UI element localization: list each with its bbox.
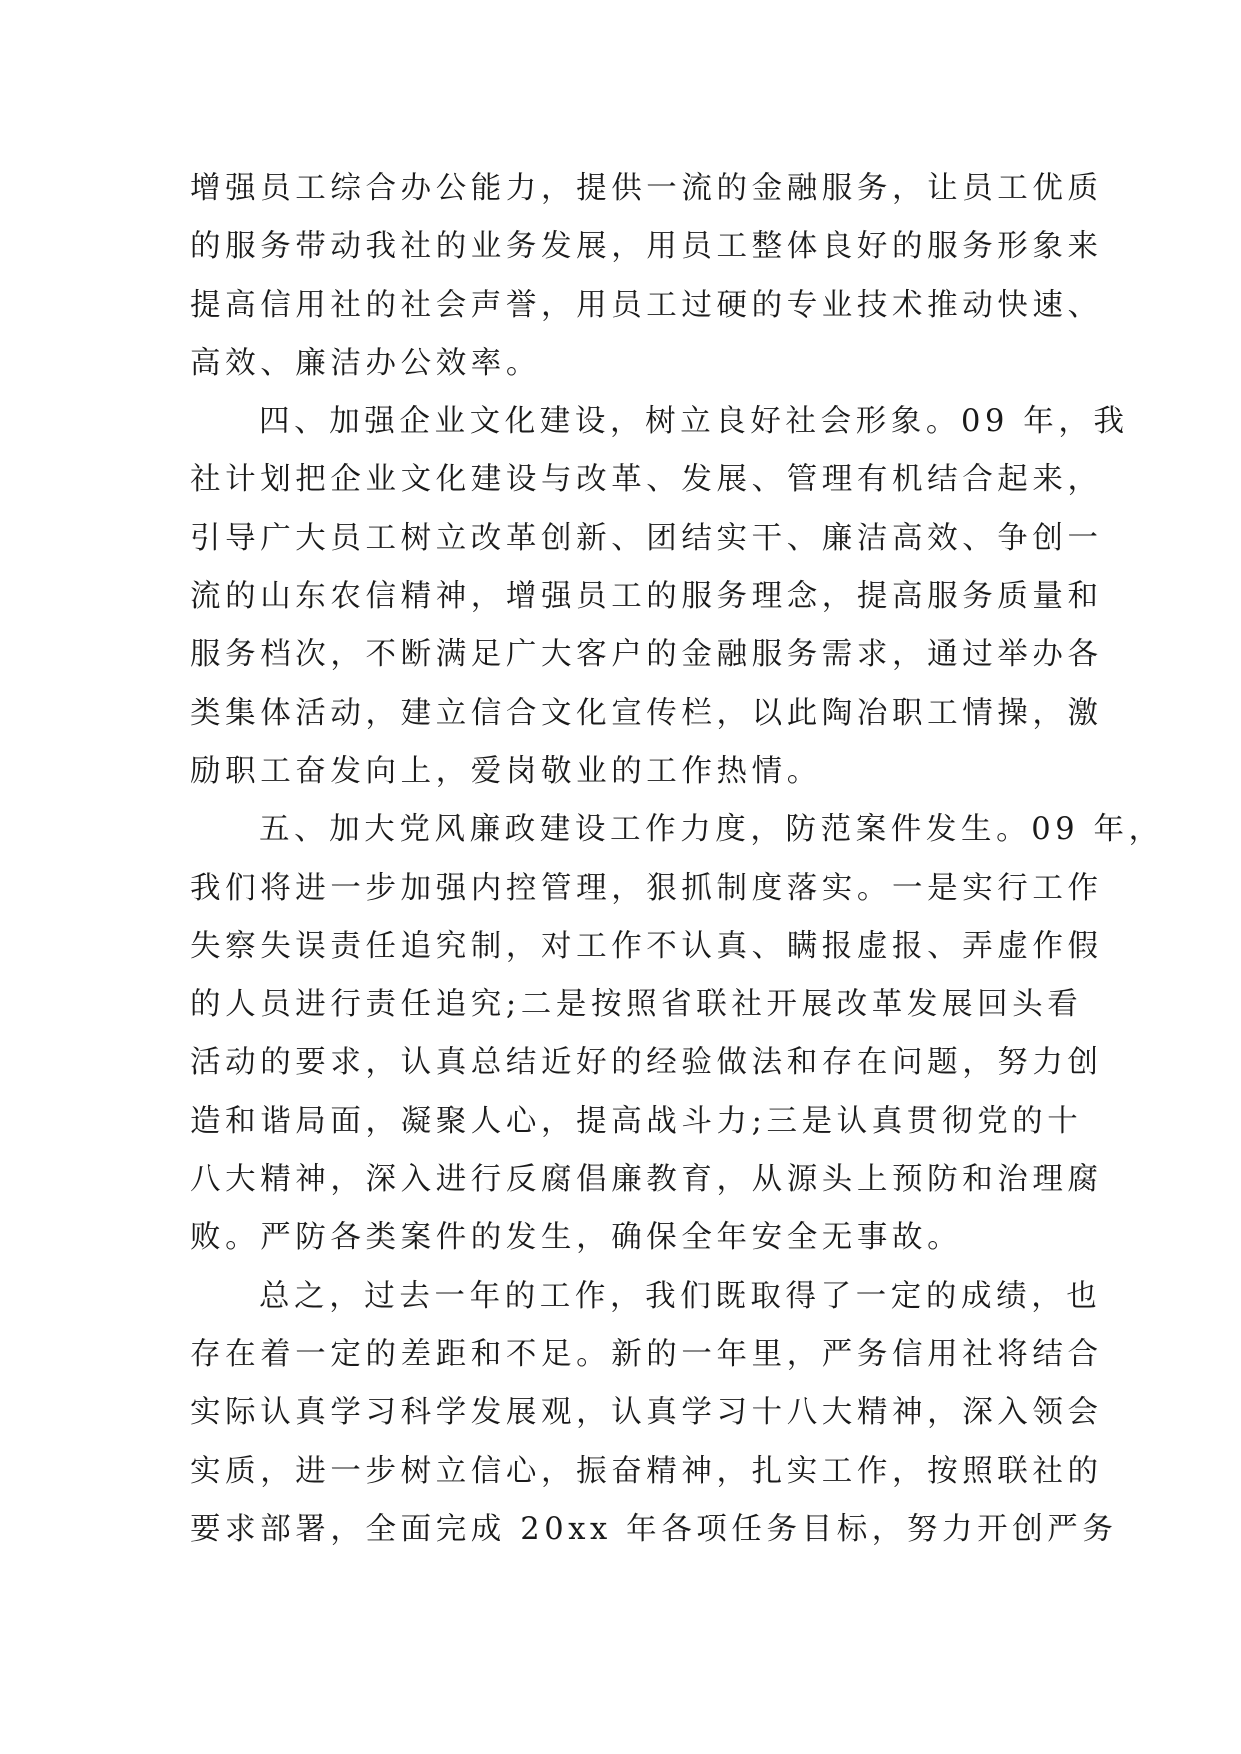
text-line: 实质，进一步树立信心，振奋精神，扎实工作，按照联社的	[190, 1453, 1103, 1489]
text-line: 活动的要求，认真总结近好的经验做法和存在问题，努力创	[190, 1045, 1103, 1081]
text-line: 败。严防各类案件的发生，确保全年安全无事故。	[190, 1220, 963, 1256]
text-line: 励职工奋发向上，爱岗敬业的工作热情。	[190, 753, 822, 789]
text-line: 社计划把企业文化建设与改革、发展、管理有机结合起来，	[190, 462, 1103, 498]
paragraph-start-line: 五、加大党风廉政建设工作力度，防范案件发生。09 年，	[259, 812, 1164, 848]
paragraph-start-line: 总之，过去一年的工作，我们既取得了一定的成绩，也	[259, 1278, 1102, 1314]
text-line: 引导广大员工树立改革创新、团结实干、廉洁高效、争创一	[190, 520, 1103, 556]
text-line: 存在着一定的差距和不足。新的一年里，严务信用社将结合	[190, 1336, 1103, 1372]
text-line: 要求部署，全面完成 20xx 年各项任务目标，努力开创严务	[190, 1511, 1118, 1547]
text-line: 提高信用社的社会声誉，用员工过硬的专业技术推动快速、	[190, 287, 1103, 323]
text-line: 的人员进行责任追究;二是按照省联社开展改革发展回头看	[190, 987, 1083, 1023]
document-body	[190, 160, 1164, 1559]
text-line: 高效、廉洁办公效率。	[190, 345, 541, 381]
text-line: 八大精神，深入进行反腐倡廉教育，从源头上预防和治理腐	[190, 1162, 1103, 1198]
text-line: 服务档次，不断满足广大客户的金融服务需求，通过举办各	[190, 637, 1103, 673]
text-line: 类集体活动，建立信合文化宣传栏，以此陶冶职工情操，激	[190, 695, 1103, 731]
paragraph-start-line: 四、加强企业文化建设，树立良好社会形象。09 年，我	[259, 404, 1129, 440]
text-line: 流的山东农信精神，增强员工的服务理念，提高服务质量和	[190, 579, 1103, 615]
text-line: 造和谐局面，凝聚人心，提高战斗力;三是认真贯彻党的十	[190, 1103, 1083, 1139]
text-line: 增强员工综合办公能力，提供一流的金融服务，让员工优质	[190, 171, 1103, 206]
text-line: 失察失误责任追究制，对工作不认真、瞒报虚报、弄虚作假	[190, 928, 1103, 964]
text-line: 的服务带动我社的业务发展，用员工整体良好的服务形象来	[190, 229, 1103, 265]
text-line: 实际认真学习科学发展观，认真学习十八大精神，深入领会	[190, 1395, 1103, 1431]
text-line: 我们将进一步加强内控管理，狠抓制度落实。一是实行工作	[190, 870, 1103, 906]
